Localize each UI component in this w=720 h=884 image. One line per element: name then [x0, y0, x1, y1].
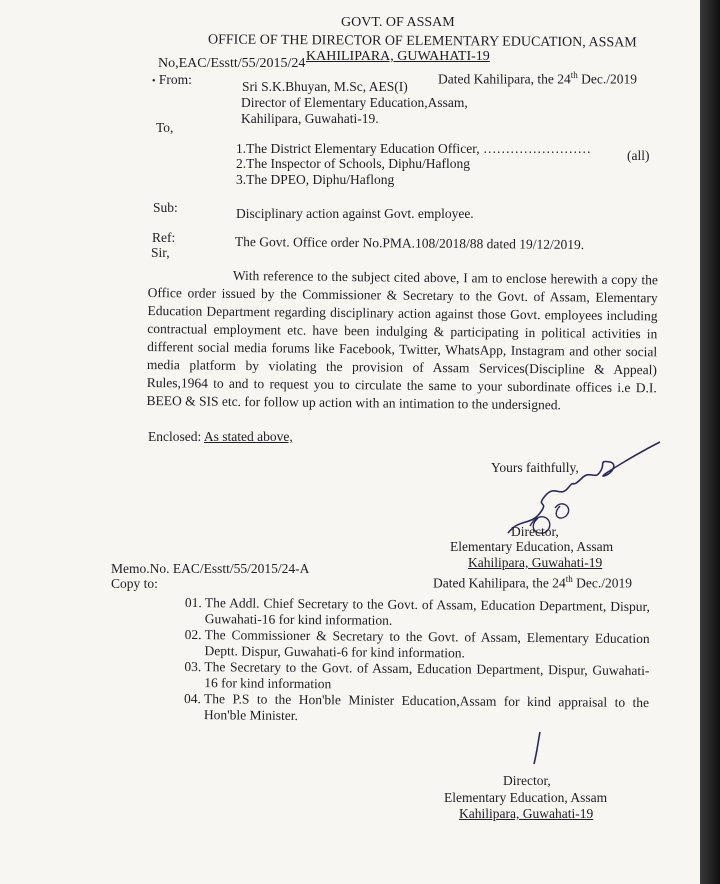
- to-all: (all): [627, 148, 650, 163]
- to-line-2: 2.The Inspector of Schools, Diphu/Haflong: [236, 156, 470, 171]
- copy-item-2: 02. The Commissioner & Secretary to the Govt. of Assam, Elementary Education Deptt. Dispur, Guwahati-6 for kind information.: [184, 626, 650, 660]
- signature-letter: [500, 438, 670, 538]
- to-line-1: 1.The District Elementary Education Officer, ……………………: [236, 141, 591, 156]
- copy-item-3: 03. The Secretary to the Govt. of Assam, Education Department, Dispur, Guwahati-16 for kind information: [184, 658, 650, 691]
- closing: Yours faithfully,: [491, 460, 579, 475]
- letter-number: No,EAC/Esstt/55/2015/24: [158, 56, 306, 71]
- header-govt: GOVT. OF ASSAM: [341, 15, 455, 30]
- salutation: Sir,: [151, 245, 170, 260]
- sub-text: Disciplinary action against Govt. employee.: [236, 206, 474, 221]
- signature-memo: [528, 730, 548, 766]
- body-paragraph: [146, 266, 657, 415]
- from-line-2: Director of Elementary Education,Assam,: [241, 95, 468, 110]
- sub-label: Sub:: [153, 200, 178, 215]
- memo-date: Dated Kahilipara, the 24th Dec./2019: [433, 574, 632, 591]
- from-line-1: Sri S.K.Bhuyan, M.Sc, AES(I): [242, 79, 408, 94]
- letter-sign-line2: Elementary Education, Assam: [450, 539, 614, 554]
- memo-sign-title: Director,: [503, 773, 551, 788]
- body-text: With reference to the subject cited above, I am to enclose herewith a copy the Office order issued by the Commissioner & Secretary to the Govt. of Assam, Elementary Education Department regarding disciplinary action against those Govt. employees including contractual employment etc. have been indulging & participating in political activities in different social media forums like Facebook, Twitter, WhatsApp, Instagram and other social media platform by violating the provision of Assam Services(Discipline & Appeal) Rules,1964 to and to request you to circulate the same to your subordinate offices i.e D.I. BEEO & SIS etc. for follow up action with an intimation to the undersigned.: [146, 267, 658, 413]
- from-line-3: Kahilipara, Guwahati-19.: [241, 111, 379, 126]
- copy-item-4: 04. The P.S to the Hon'ble Minister Education,Assam for kind appraisal to the Hon'ble Minister.: [184, 690, 650, 723]
- memo-sign-line3: Kahilipara, Guwahati-19: [459, 806, 594, 821]
- from-label: • From:: [152, 72, 192, 87]
- header-office: OFFICE OF THE DIRECTOR OF ELEMENTARY EDUCATION, ASSAM: [207, 32, 637, 51]
- to-label: To,: [156, 120, 174, 135]
- memo-number: Memo.No. EAC/Esstt/55/2015/24-A: [111, 561, 310, 576]
- enclosed: Enclosed: As stated above,: [148, 429, 293, 444]
- ref-text: The Govt. Office order No.PMA.108/2018/88 dated 19/12/2019.: [234, 234, 585, 253]
- to-line-3: 3.The DPEO, Diphu/Haflong: [236, 172, 395, 187]
- letter-sign-title: Director,: [511, 524, 559, 539]
- copy-to-list: [184, 595, 650, 726]
- copy-item-1: 01. The Addl. Chief Secretary to the Govt. of Assam, Education Department, Dispur, Guwahati-16 for kind information.: [184, 595, 650, 628]
- header-address: KAHILIPARA, GUWAHATI-19: [306, 49, 490, 64]
- memo-sign-line2: Elementary Education, Assam: [444, 790, 608, 805]
- ref-label: Ref:: [152, 230, 176, 245]
- letter-date: Dated Kahilipara, the 24th Dec./2019: [438, 70, 637, 87]
- letter-sign-line3: Kahilipara, Guwahati-19: [468, 555, 603, 570]
- copy-to-label: Copy to:: [111, 576, 158, 591]
